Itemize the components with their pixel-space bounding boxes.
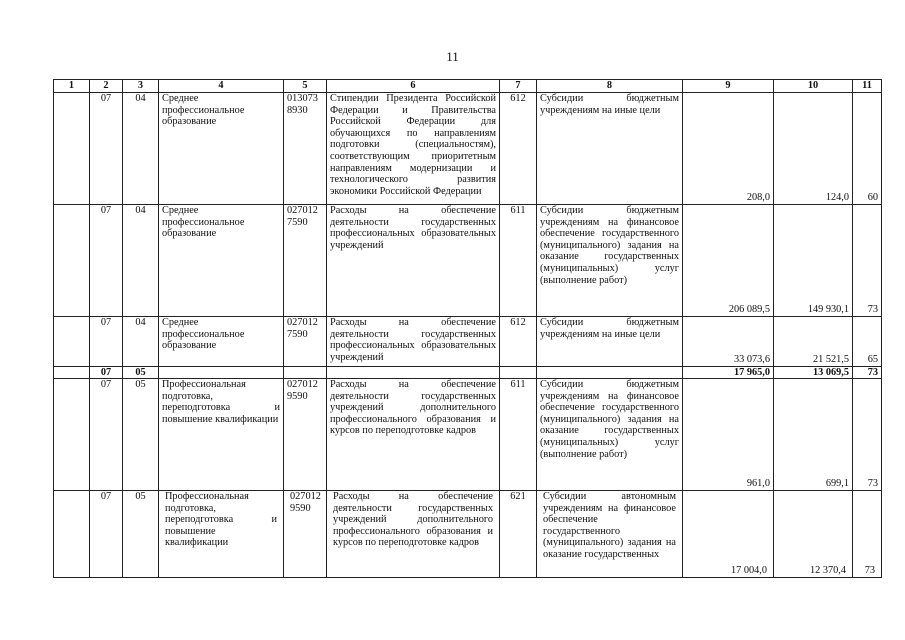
cell-section: 07 xyxy=(90,491,123,578)
cell-target-name: Расходы на обеспечение деятельности государственных учреждений дополнительного профессионального образования и курсов по переподготовке кадров xyxy=(327,491,500,578)
cell-target-code: 027012 9590 xyxy=(284,491,327,578)
cell-amount-actual: 124,0 xyxy=(774,93,853,205)
cell-amount-actual: 699,1 xyxy=(774,379,853,491)
cell-amount-actual: 13 069,5 xyxy=(774,367,853,379)
cell-section: 07 xyxy=(90,317,123,367)
cell-expense-type: 611 xyxy=(500,205,537,317)
cell-subsection: 05 xyxy=(123,367,159,379)
subtotal-row xyxy=(54,367,882,379)
column-header: 1 xyxy=(54,80,90,93)
cell-subsection: 04 xyxy=(123,93,159,205)
cell-amount-actual: 12 370,4 xyxy=(774,491,853,578)
table-row xyxy=(54,379,882,491)
page-number: 11 xyxy=(446,49,459,64)
cell-expense-type: 612 xyxy=(500,317,537,367)
cell-subsection: 04 xyxy=(123,205,159,317)
cell-subsection: 05 xyxy=(123,379,159,491)
cell-target-name: Расходы на обеспечение деятельности государственных профессиональных образовательных учреждений xyxy=(327,317,500,367)
cell-target-code: 027012 7590 xyxy=(284,317,327,367)
header-row xyxy=(54,80,882,93)
column-header: 2 xyxy=(90,80,123,93)
cell-section-name: Среднее профессиональное образование xyxy=(159,205,284,317)
cell-percent: 73 xyxy=(853,205,882,317)
cell-empty xyxy=(54,205,90,317)
cell-empty xyxy=(54,379,90,491)
cell-expense-name: Субсидии бюджетным учреждениям на финансовое обеспечение государственного (муниципального) задания на оказание государственных (муниципальных) услуг (выполнение работ) xyxy=(537,205,683,317)
cell-amount-actual: 21 521,5 xyxy=(774,317,853,367)
table-row xyxy=(54,205,882,317)
cell-amount-plan: 17 004,0 xyxy=(683,491,774,578)
cell-section: 07 xyxy=(90,379,123,491)
cell-target-name: Расходы на обеспечение деятельности государственных профессиональных образовательных учреждений xyxy=(327,205,500,317)
table-row xyxy=(54,317,882,367)
cell-section-name: Профессиональная подготовка, переподготовка и повышение квалификации xyxy=(159,491,284,578)
cell-target-name: Расходы на обеспечение деятельности государственных учреждений дополнительного профессионального образования и курсов по переподготовке кадров xyxy=(327,379,500,491)
cell-empty xyxy=(54,317,90,367)
cell-amount-plan: 17 965,0 xyxy=(683,367,774,379)
cell-expense-name: Субсидии автономным учреждениям на финансовое обеспечение государственного (муниципального) задания на оказание государственных xyxy=(537,491,683,578)
column-header: 4 xyxy=(159,80,284,93)
cell-percent: 73 xyxy=(853,379,882,491)
column-header: 10 xyxy=(774,80,853,93)
table-row xyxy=(54,93,882,205)
cell-section: 07 xyxy=(90,93,123,205)
cell-empty xyxy=(54,491,90,578)
cell-subsection: 04 xyxy=(123,317,159,367)
cell-empty xyxy=(327,367,500,379)
column-header: 6 xyxy=(327,80,500,93)
cell-expense-type: 611 xyxy=(500,379,537,491)
cell-target-code: 027012 7590 xyxy=(284,205,327,317)
cell-empty xyxy=(159,367,284,379)
cell-section-name: Среднее профессиональное образование xyxy=(159,317,284,367)
cell-expense-name: Субсидии бюджетным учреждениям на иные цели xyxy=(537,317,683,367)
column-header: 7 xyxy=(500,80,537,93)
cell-target-code: 013073 8930 xyxy=(284,93,327,205)
cell-empty xyxy=(54,367,90,379)
column-header: 5 xyxy=(284,80,327,93)
cell-amount-plan: 206 089,5 xyxy=(683,205,774,317)
cell-target-code: 027012 9590 xyxy=(284,379,327,491)
cell-expense-name: Субсидии бюджетным учреждениям на иные цели xyxy=(537,93,683,205)
cell-percent: 60 xyxy=(853,93,882,205)
cell-amount-plan: 33 073,6 xyxy=(683,317,774,367)
cell-percent: 73 xyxy=(853,491,882,578)
cell-empty xyxy=(537,367,683,379)
cell-expense-type: 621 xyxy=(500,491,537,578)
cell-amount-plan: 961,0 xyxy=(683,379,774,491)
cell-expense-type: 612 xyxy=(500,93,537,205)
cell-section-name: Профессиональная подготовка, переподготовка и повышение квалификации xyxy=(159,379,284,491)
cell-empty xyxy=(54,93,90,205)
table-row xyxy=(54,491,882,578)
column-header: 8 xyxy=(537,80,683,93)
cell-percent: 65 xyxy=(853,317,882,367)
cell-empty xyxy=(284,367,327,379)
cell-amount-plan: 208,0 xyxy=(683,93,774,205)
column-header: 3 xyxy=(123,80,159,93)
cell-subsection: 05 xyxy=(123,491,159,578)
cell-section: 07 xyxy=(90,205,123,317)
budget-table xyxy=(53,79,882,578)
cell-expense-name: Субсидии бюджетным учреждениям на финансовое обеспечение государственного (муниципального) задания на оказание государственных (муниципальных) услуг (выполнение работ) xyxy=(537,379,683,491)
cell-amount-actual: 149 930,1 xyxy=(774,205,853,317)
cell-empty xyxy=(500,367,537,379)
column-header: 11 xyxy=(853,80,882,93)
column-header: 9 xyxy=(683,80,774,93)
cell-target-name: Стипендии Президента Российской Федерации и Правительства Российской Федерации для обучающихся по направлениям подготовки (специальностям), соответствующим приоритетным направлениям модернизации и технологического развития экономики Российской Федерации xyxy=(327,93,500,205)
cell-section-name: Среднее профессиональное образование xyxy=(159,93,284,205)
cell-percent: 73 xyxy=(853,367,882,379)
cell-section: 07 xyxy=(90,367,123,379)
